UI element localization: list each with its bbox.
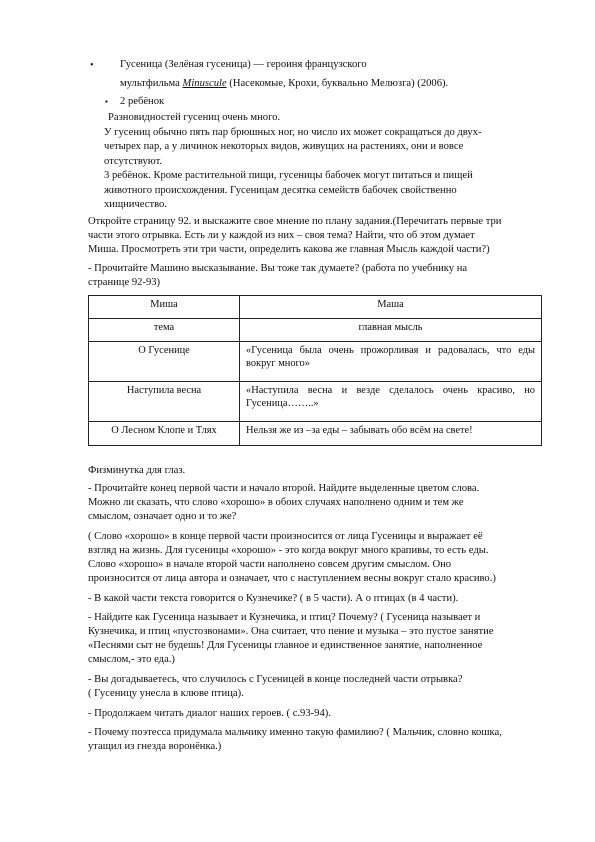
intro-text: (Насекомые, Крохи, буквально Мелюзга) (2006). (226, 78, 449, 89)
table-header-cell: Маша (240, 296, 542, 319)
intro-line: 3 ребёнок. Кроме растительной пищи, гусеницы бабочек могут питаться и пищей (104, 170, 473, 181)
body-line: - В какой части текста говорится о Кузнечике? ( в 5 части). А о птицах (в 4 части). (88, 593, 459, 604)
intro-line: четырех пар, а у личинок некоторых видов, живущих на растениях, они и вовсе (104, 141, 464, 152)
body-line: Слово «хорошо» в начале второй части наполнено совсем другим смыслом. Оно (88, 559, 452, 570)
intro-line: 2 ребёнок (120, 96, 165, 107)
table-cell-thought: «Гусеница была очень прожорливая и радовалась, что еды вокруг много» (240, 342, 542, 382)
intro-text: мультфильма (120, 78, 183, 89)
table-row (89, 382, 542, 422)
table-row (89, 342, 542, 382)
body-line: - Прочитайте конец первой части и начало второй. Найдите выделенные цветом слова. (88, 483, 480, 494)
task-line: Миша. Просмотреть эти три части, определить какова же главная Мысль каждой части?) (88, 244, 490, 255)
body-line: смыслом, означает одно и то же? (88, 511, 237, 522)
body-line: утащил из гнезда воронёнка.) (88, 741, 222, 752)
table-cell-thought: Нельзя же из –за еды – забывать обо всём на свете! (240, 422, 542, 446)
body-line: взгляд на жизнь. Для гусеницы «хорошо» - это когда вокруг много крапивы, то есть еды. (88, 545, 489, 556)
table-cell-theme: О Гусенице (89, 342, 240, 382)
body-line: - Почему поэтесса придумала мальчику именно такую фамилию? ( Мальчик, словно кошка, (88, 727, 502, 738)
task-line: странице 92-93) (88, 277, 161, 288)
table-header-cell: Миша (89, 296, 240, 319)
intro-line: животного происхождения. Гусеницам десятка семейств бабочек свойственно (104, 185, 457, 196)
task-line: части этого отрывка. Есть ли у каждой из них – своя тема? Найти, что об этом думает (88, 230, 475, 241)
bullet-marker: • (90, 60, 94, 71)
intro-line: отсутствуют. (104, 156, 163, 167)
body-line: - Вы догадываетесь, что случилось с Гусеницей в конце последней части отрывка? (88, 674, 463, 685)
body-line: Кузнечика, и птиц «пустозвонами». Она считает, что пение и музыка – это пустое занятие (88, 626, 494, 637)
task-line: Откройте страницу 92. и выскажите свое мнение по плану задания.(Перечитать первые три (88, 216, 502, 227)
table-row (89, 422, 542, 446)
bullet-marker: ▪ (105, 97, 108, 106)
body-line: Физминутка для глаз. (88, 465, 186, 476)
table-subheader-row (89, 319, 542, 342)
body-line: смыслом,- это еда.) (88, 654, 175, 665)
task-line: - Прочитайте Машино высказывание. Вы тоже так думаете? (работа по учебнику на (88, 263, 468, 274)
minuscule-link[interactable]: Minuscule (182, 78, 227, 89)
table-subheader-cell: тема (89, 319, 240, 342)
table-header-row (89, 296, 542, 319)
table-cell-theme: Наступила весна (89, 382, 240, 422)
intro-line: Гусеница (Зелёная гусеница) — героиня французского (120, 59, 367, 70)
intro-line: хищничество. (104, 199, 167, 210)
body-line: - Продолжаем читать диалог наших героев. ( с.93-94). (88, 708, 331, 719)
table-subheader-cell: главная мысль (240, 319, 542, 342)
table-cell-theme: О Лесном Клопе и Тлях (89, 422, 240, 446)
theme-table (88, 295, 542, 446)
body-line: - Найдите как Гусеница называет и Кузнечика, и птиц? Почему? ( Гусеница называет и (88, 612, 481, 623)
body-line: Можно ли сказать, что слово «хорошо» в обоих случаях наполнено одним и тем же (88, 497, 464, 508)
intro-line: Разновидностей гусениц очень много. (108, 112, 281, 123)
body-line: ( Гусеницу унесла в клюве птица). (88, 688, 244, 699)
body-line: «Песнями сыт не будешь! Для Гусеницы главное и единственное занятие, наполненное (88, 640, 483, 651)
body-line: произносится от лица автора и означает, что с наступлением весны вокруг стало красиво.) (88, 573, 496, 584)
intro-line: У гусениц обычно пять пар брюшных ног, но число их может сокращаться до двух- (104, 127, 482, 138)
intro-line (120, 77, 448, 91)
body-line: ( Слово «хорошо» в конце первой части произносится от лица Гусеницы и выражает её (88, 531, 483, 542)
table-cell-thought: «Наступила весна и везде сделалось очень красиво, но Гусеница……..» (240, 382, 542, 422)
